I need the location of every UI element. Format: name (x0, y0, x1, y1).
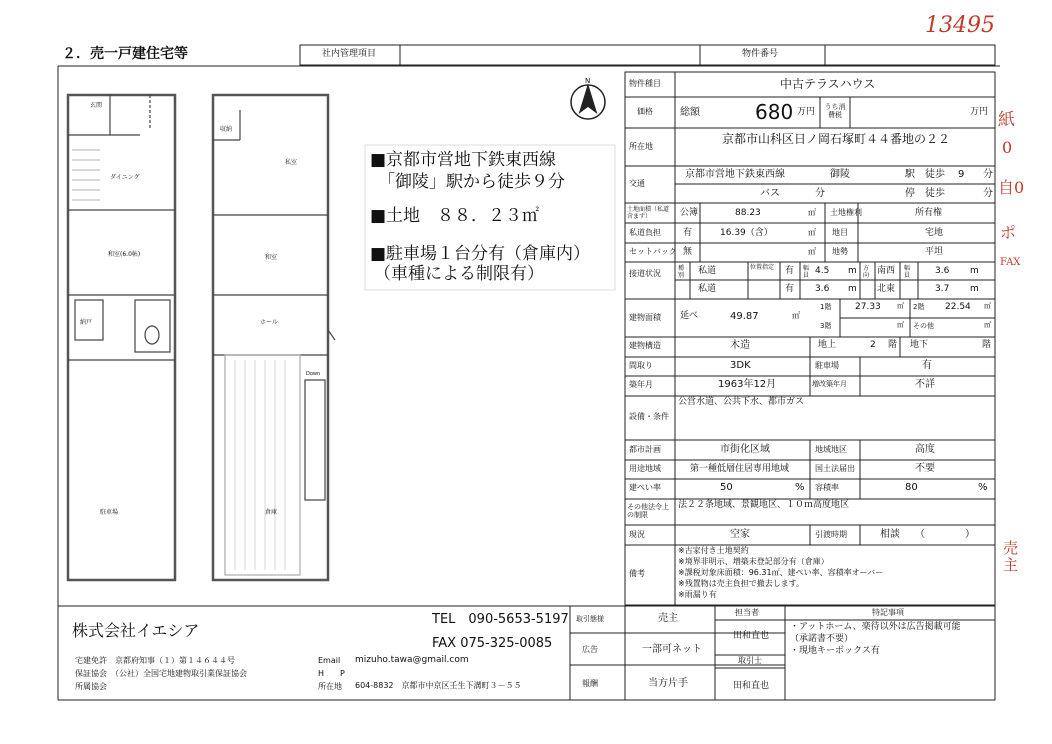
restrictions-label: その他法令上の制限 (627, 503, 669, 520)
location-label: 所在地 (629, 142, 653, 151)
company-name: 株式会社イエシア (72, 621, 200, 640)
floor1-value: 27.33 (855, 302, 881, 312)
room-label-dining: ダイニング (110, 174, 140, 181)
stop-walk-label: 徒歩 (925, 188, 945, 199)
extension-label: 増改築年月 (812, 380, 847, 388)
handwritten-seller-note: 売主 (1003, 539, 1019, 574)
walk-minutes: 9 (958, 169, 965, 180)
road-1-frontage: 3.6 (935, 266, 950, 276)
layout-label: 間取り (629, 361, 653, 370)
land-notice-label: 国土法届出 (815, 464, 855, 473)
note-2: （承諾書不要） (790, 634, 854, 644)
road-2-dir: 北東 (877, 284, 896, 294)
handwritten-note-2: 0 (1002, 138, 1013, 157)
remarks-label: 備考 (629, 569, 645, 578)
remark-1: ※古家付き土地契約 (678, 546, 749, 555)
road-1-frontage-unit: m (970, 266, 979, 276)
handwritten-note-5: FAX (1000, 257, 1021, 268)
fee-value: 当方片手 (648, 678, 688, 689)
company-fax: FAX 075-325-0085 (432, 636, 553, 651)
status-value: 空家 (730, 529, 750, 540)
building-area-kind: 延べ (680, 311, 699, 321)
far-unit: % (978, 482, 988, 493)
room-label-warehouse: 倉庫 (265, 509, 278, 516)
status-label: 現況 (629, 530, 645, 539)
type-label: 物件種目 (629, 79, 661, 88)
floor-plan-1f (68, 95, 175, 580)
station-suffix: 駅 (905, 169, 915, 180)
road-1-type: 私道 (698, 266, 717, 276)
building-area-unit: ㎡ (792, 311, 800, 320)
land-notice-value: 不要 (915, 463, 935, 474)
district-value: 高度 (915, 444, 935, 455)
structure-value: 木造 (730, 340, 750, 351)
road-2-frontage-unit: m (970, 284, 979, 294)
floor2-label: 2階 (913, 303, 925, 311)
room-label-closet: 収納 (220, 126, 233, 133)
zoning-label: 用途地域 (629, 464, 661, 473)
road-2-type: 私道 (698, 284, 717, 294)
highlight-line-5: （車種による制限有） (374, 264, 544, 284)
road-1-designated: 有 (785, 266, 795, 276)
broker-value: 田和直也 (733, 681, 770, 691)
minute-unit: 分 (983, 169, 993, 180)
floor2-unit: ㎡ (984, 302, 991, 310)
remark-4: ※残置物は売主負担で撤去します。 (678, 579, 805, 588)
compass (571, 85, 605, 119)
price-label: 価格 (637, 107, 653, 116)
road-2-frontage: 3.7 (935, 284, 950, 294)
section-title: ２．売一戸建住宅等 (62, 46, 188, 62)
land-right-value: 所有権 (915, 208, 943, 218)
address-value: 604-8832 京都市中京区壬生下溝町３－５５ (355, 681, 522, 690)
road-1-width-unit: m (848, 266, 857, 276)
company-tel: TEL 090-5653-5197 (432, 612, 569, 627)
ad-value: 一部可ネット (642, 644, 702, 655)
price-unit: 万円 (797, 107, 816, 117)
private-road-value: 16.39（含） (720, 228, 773, 238)
deal-label: 取引態様 (576, 615, 604, 623)
facilities-value: 公営水道、公共下水、都市ガス (678, 397, 805, 407)
land-area-unit: ㎡ (808, 208, 816, 217)
land-area-kind: 公簿 (680, 208, 699, 218)
email-label: Email (318, 656, 341, 665)
highlight-line-2: 「御陵」駅から徒歩９分 (378, 172, 565, 192)
far-value: 80 (905, 482, 918, 493)
room-label-storage: 納戸 (80, 319, 93, 326)
location-value: 京都市山科区日ノ岡石塚町４４番地の２２ (722, 132, 951, 146)
bcr-value: 50 (720, 482, 733, 493)
basement-unit: 階 (982, 340, 992, 350)
fee-label: 報酬 (582, 679, 598, 688)
floor2-value: 22.54 (945, 302, 971, 312)
price-value: 680 (755, 100, 794, 124)
district-label: 地域地区 (815, 445, 847, 454)
city-plan-label: 都市計画 (629, 445, 661, 454)
note-3: ・現地キーボックス有 (790, 646, 880, 656)
bus-label: バス (760, 188, 780, 199)
terrain-label: 地勢 (832, 247, 848, 256)
terrain-value: 平坦 (925, 247, 944, 257)
floor-plan-2f (213, 95, 335, 580)
road-2-width: 3.6 (815, 284, 830, 294)
tax-label: うち消費税 (824, 103, 846, 120)
setback-unit: ㎡ (808, 247, 816, 256)
guarantee-text: 保証協会 （公社）全国宅地建物取引業保証協会 (75, 669, 247, 678)
floor3-label: 3階 (820, 322, 832, 330)
remark-5: ※雨漏り有 (678, 590, 717, 599)
address-label: 所在地 (318, 682, 342, 691)
land-right-label: 土地権利 (830, 208, 862, 217)
property-number-label: 物件番号 (742, 49, 779, 59)
license-text: 宅建免許 京都府知事（１）第１４６４４号 (75, 656, 235, 665)
staff-label: 担当者 (735, 608, 759, 617)
transport-label: 交通 (629, 179, 645, 188)
parking-label: 駐車場 (815, 361, 839, 370)
handover-value: 相談 （ ） (880, 529, 975, 540)
room-label-parking: 駐車場 (100, 509, 119, 516)
building-area-label: 建物面積 (629, 313, 661, 322)
built-value: 1963年12月 (718, 379, 777, 390)
frontage-label: 幅員 (904, 265, 911, 279)
floor3-unit: ㎡ (897, 321, 904, 329)
remark-3: ※課税対象床面積：96.31㎡、建ぺい率、容積率オーバー (678, 568, 884, 577)
private-road-label: 私道負担 (629, 228, 661, 237)
email-value[interactable]: mizuho.tawa@gmail.com (355, 655, 469, 665)
land-category-label: 地目 (832, 228, 848, 237)
room-label-private: 私室 (285, 159, 298, 166)
private-road-unit: ㎡ (808, 228, 816, 237)
road-dir-label: 方向 (863, 265, 870, 279)
highlight-line-1: ■京都市営地下鉄東西線 (370, 150, 557, 170)
staff-value: 田和直也 (733, 631, 770, 641)
highlight-line-3: ■土地 ８８．２３㎡ (370, 206, 540, 226)
remark-2: ※境界非明示、増築未登記部分有（倉庫） (678, 557, 829, 566)
extension-value: 不詳 (915, 379, 935, 390)
restrictions-value: 法２２条地域、景観地区、１０ｍ高度地区 (678, 500, 850, 510)
handover-label: 引渡時期 (815, 530, 847, 539)
basement-label: 地下 (910, 340, 929, 350)
setback-value: 無 (683, 247, 693, 257)
road-1-dir: 南西 (877, 266, 896, 276)
room-label-washitsu-2f: 和室 (265, 254, 278, 261)
zoning-value: 第一種低層住居専用地域 (690, 464, 790, 474)
road-designation-label: 位置指定 (750, 264, 775, 271)
handwritten-number: 13495 (925, 13, 995, 38)
bcr-label: 建ぺい率 (629, 483, 661, 492)
road-1-width: 4.5 (815, 266, 830, 276)
structure-label: 建物構造 (629, 341, 661, 350)
facilities-label: 設備・条件 (629, 412, 669, 421)
handwritten-note-4: ポ (1000, 223, 1017, 242)
layout-value: 3DK (730, 360, 751, 371)
road-2-width-unit: m (848, 284, 857, 294)
road-label: 接道状況 (629, 269, 661, 278)
compass-north-label: N (585, 77, 591, 85)
other-unit: ㎡ (984, 321, 991, 329)
stop-label: 停 (905, 188, 915, 199)
room-label-entrance: 玄関 (90, 102, 103, 109)
built-label: 築年月 (629, 380, 653, 389)
floors-unit: 階 (888, 340, 898, 350)
highlight-line-4: ■駐車場１台分有（倉庫内） (370, 244, 591, 264)
stop-walk-unit: 分 (983, 188, 993, 199)
parking-value: 有 (922, 360, 932, 371)
other-label: その他 (913, 322, 934, 330)
assoc-text: 所属協会 (75, 682, 107, 691)
land-area-label: 土地面積（私道含まず） (627, 206, 670, 221)
handwritten-note-3: 自0 (998, 178, 1025, 197)
room-label-hall: ホール (260, 319, 278, 326)
hp-label: H P (318, 669, 345, 678)
room-label-down: Down (306, 371, 321, 377)
building-area-value: 49.87 (730, 311, 759, 322)
bus-min-unit: 分 (815, 188, 825, 199)
land-area-value: 88.23 (735, 208, 761, 218)
station-value: 御陵 (830, 169, 850, 180)
road-type-label: 種別 (678, 265, 685, 279)
internal-mgmt-label: 社内管理項目 (322, 49, 377, 59)
road-2-designated: 有 (785, 284, 795, 294)
type-value: 中古テラスハウス (780, 77, 876, 91)
city-plan-value: 市街化区域 (720, 444, 770, 455)
handwritten-note-1: 紙 (998, 110, 1015, 130)
floors-label: 地上 (818, 340, 837, 350)
tax-unit: 万円 (970, 107, 989, 117)
floor1-label: 1階 (820, 303, 832, 311)
price-total-label: 総額 (680, 107, 700, 118)
floors-value: 2 (870, 340, 876, 350)
far-label: 容積率 (815, 483, 839, 492)
ad-label: 広告 (582, 645, 598, 654)
room-label-washitsu: 和室(6.0帖) (108, 251, 141, 258)
broker-label: 取引士 (738, 656, 762, 665)
bcr-unit: % (795, 482, 805, 493)
notes-label: 特記事項 (872, 608, 904, 617)
road-width-label: 幅員 (803, 265, 810, 279)
walk-label: 徒歩 (925, 169, 945, 180)
setback-label: セットバック (629, 247, 677, 256)
floor1-unit: ㎡ (897, 302, 904, 310)
line-value: 京都市営地下鉄東西線 (685, 169, 785, 180)
note-1: ・アットホーム、楽待以外は広告掲載可能 (790, 622, 961, 632)
private-road-has: 有 (683, 228, 693, 238)
deal-value: 売主 (658, 613, 678, 624)
land-category-value: 宅地 (925, 228, 944, 238)
